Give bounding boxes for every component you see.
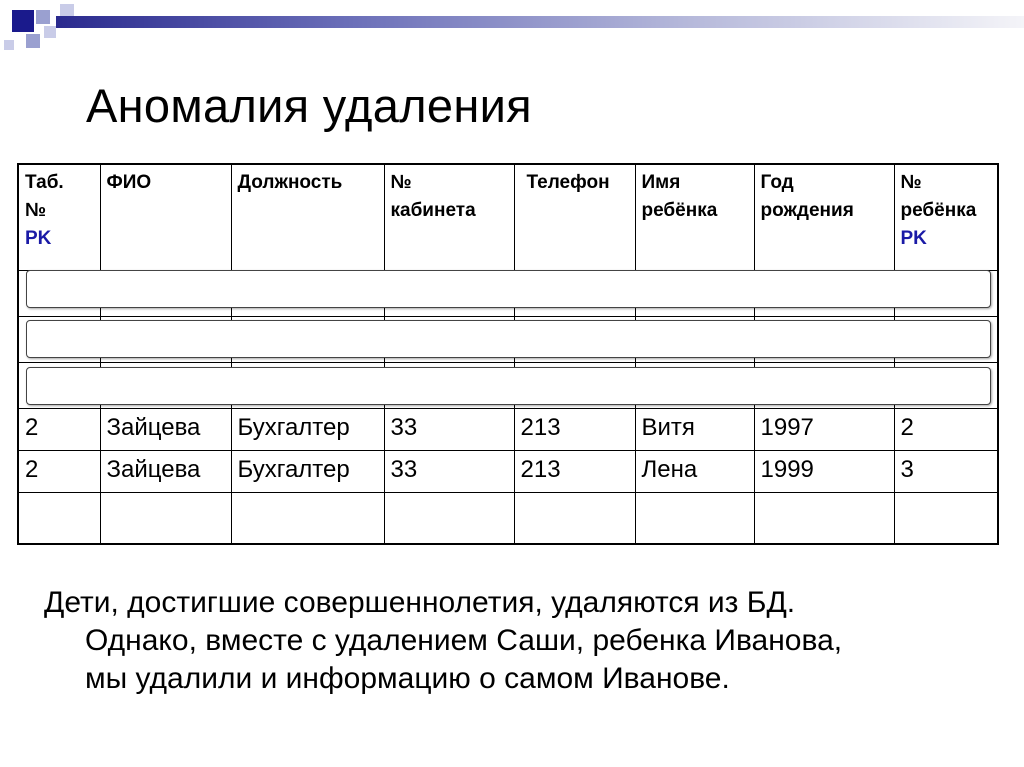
header-text: № — [900, 172, 922, 193]
slide-title: Аномалия удаления — [86, 79, 532, 132]
header-birth-year — [754, 164, 894, 271]
header-text: Должность — [237, 172, 343, 193]
header-tab-no — [18, 164, 100, 271]
cell-office-no: 33 — [384, 451, 514, 493]
table-row — [18, 409, 998, 451]
header-text: Год — [760, 172, 794, 193]
text-line: Однако, вместе с удалением Саши, ребенка Иванова, — [85, 624, 843, 657]
cell-child-name: Лена — [635, 451, 754, 493]
row-mask — [26, 320, 991, 358]
header-text: № — [390, 172, 412, 193]
header-fio — [100, 164, 231, 271]
header-text: ФИО — [106, 172, 152, 193]
cell-child-no: 2 — [894, 409, 998, 451]
pk-label: PK — [25, 228, 52, 249]
header-text: Имя — [641, 172, 681, 193]
cell-phone: 213 — [514, 451, 635, 493]
header-child-no — [894, 164, 998, 271]
cell-phone: 213 — [514, 409, 635, 451]
text-line: Дети, достигшие совершеннолетия, удаляются из БД. — [44, 586, 796, 619]
header-text: № — [25, 200, 47, 221]
header-text: рождения — [760, 200, 854, 221]
cell-position: Бухгалтер — [231, 451, 384, 493]
cell-tab-no: 2 — [18, 451, 100, 493]
cell-child-name: Витя — [635, 409, 754, 451]
header-text: ребёнка — [900, 200, 977, 221]
row-mask — [26, 367, 991, 405]
header-text: Телефон — [526, 172, 610, 193]
header-office-no — [384, 164, 514, 271]
cell-birth-year: 1997 — [754, 409, 894, 451]
decor-square — [4, 40, 14, 50]
table-row — [18, 451, 998, 493]
table-header-row — [18, 164, 998, 271]
header-phone — [514, 164, 635, 271]
cell-position: Бухгалтер — [231, 409, 384, 451]
header-position — [231, 164, 384, 271]
cell-fio: Зайцева — [100, 409, 231, 451]
explanation-text — [44, 584, 984, 698]
header-text: кабинета — [390, 200, 476, 221]
header-text: ребёнка — [641, 200, 718, 221]
table-row-empty — [18, 493, 998, 545]
pk-label: PK — [900, 228, 927, 249]
title-bar-decoration — [56, 16, 1024, 28]
decor-square — [44, 26, 56, 38]
cell-child-no: 3 — [894, 451, 998, 493]
row-mask — [26, 270, 991, 308]
text-line: мы удалили и информацию о самом Иванове. — [85, 662, 730, 695]
decor-square — [36, 10, 50, 24]
decor-square — [12, 10, 34, 32]
cell-office-no: 33 — [384, 409, 514, 451]
cell-tab-no: 2 — [18, 409, 100, 451]
header-text: Таб. — [25, 172, 64, 193]
header-child-name — [635, 164, 754, 271]
cell-fio: Зайцева — [100, 451, 231, 493]
cell-birth-year: 1999 — [754, 451, 894, 493]
decor-square — [26, 34, 40, 48]
